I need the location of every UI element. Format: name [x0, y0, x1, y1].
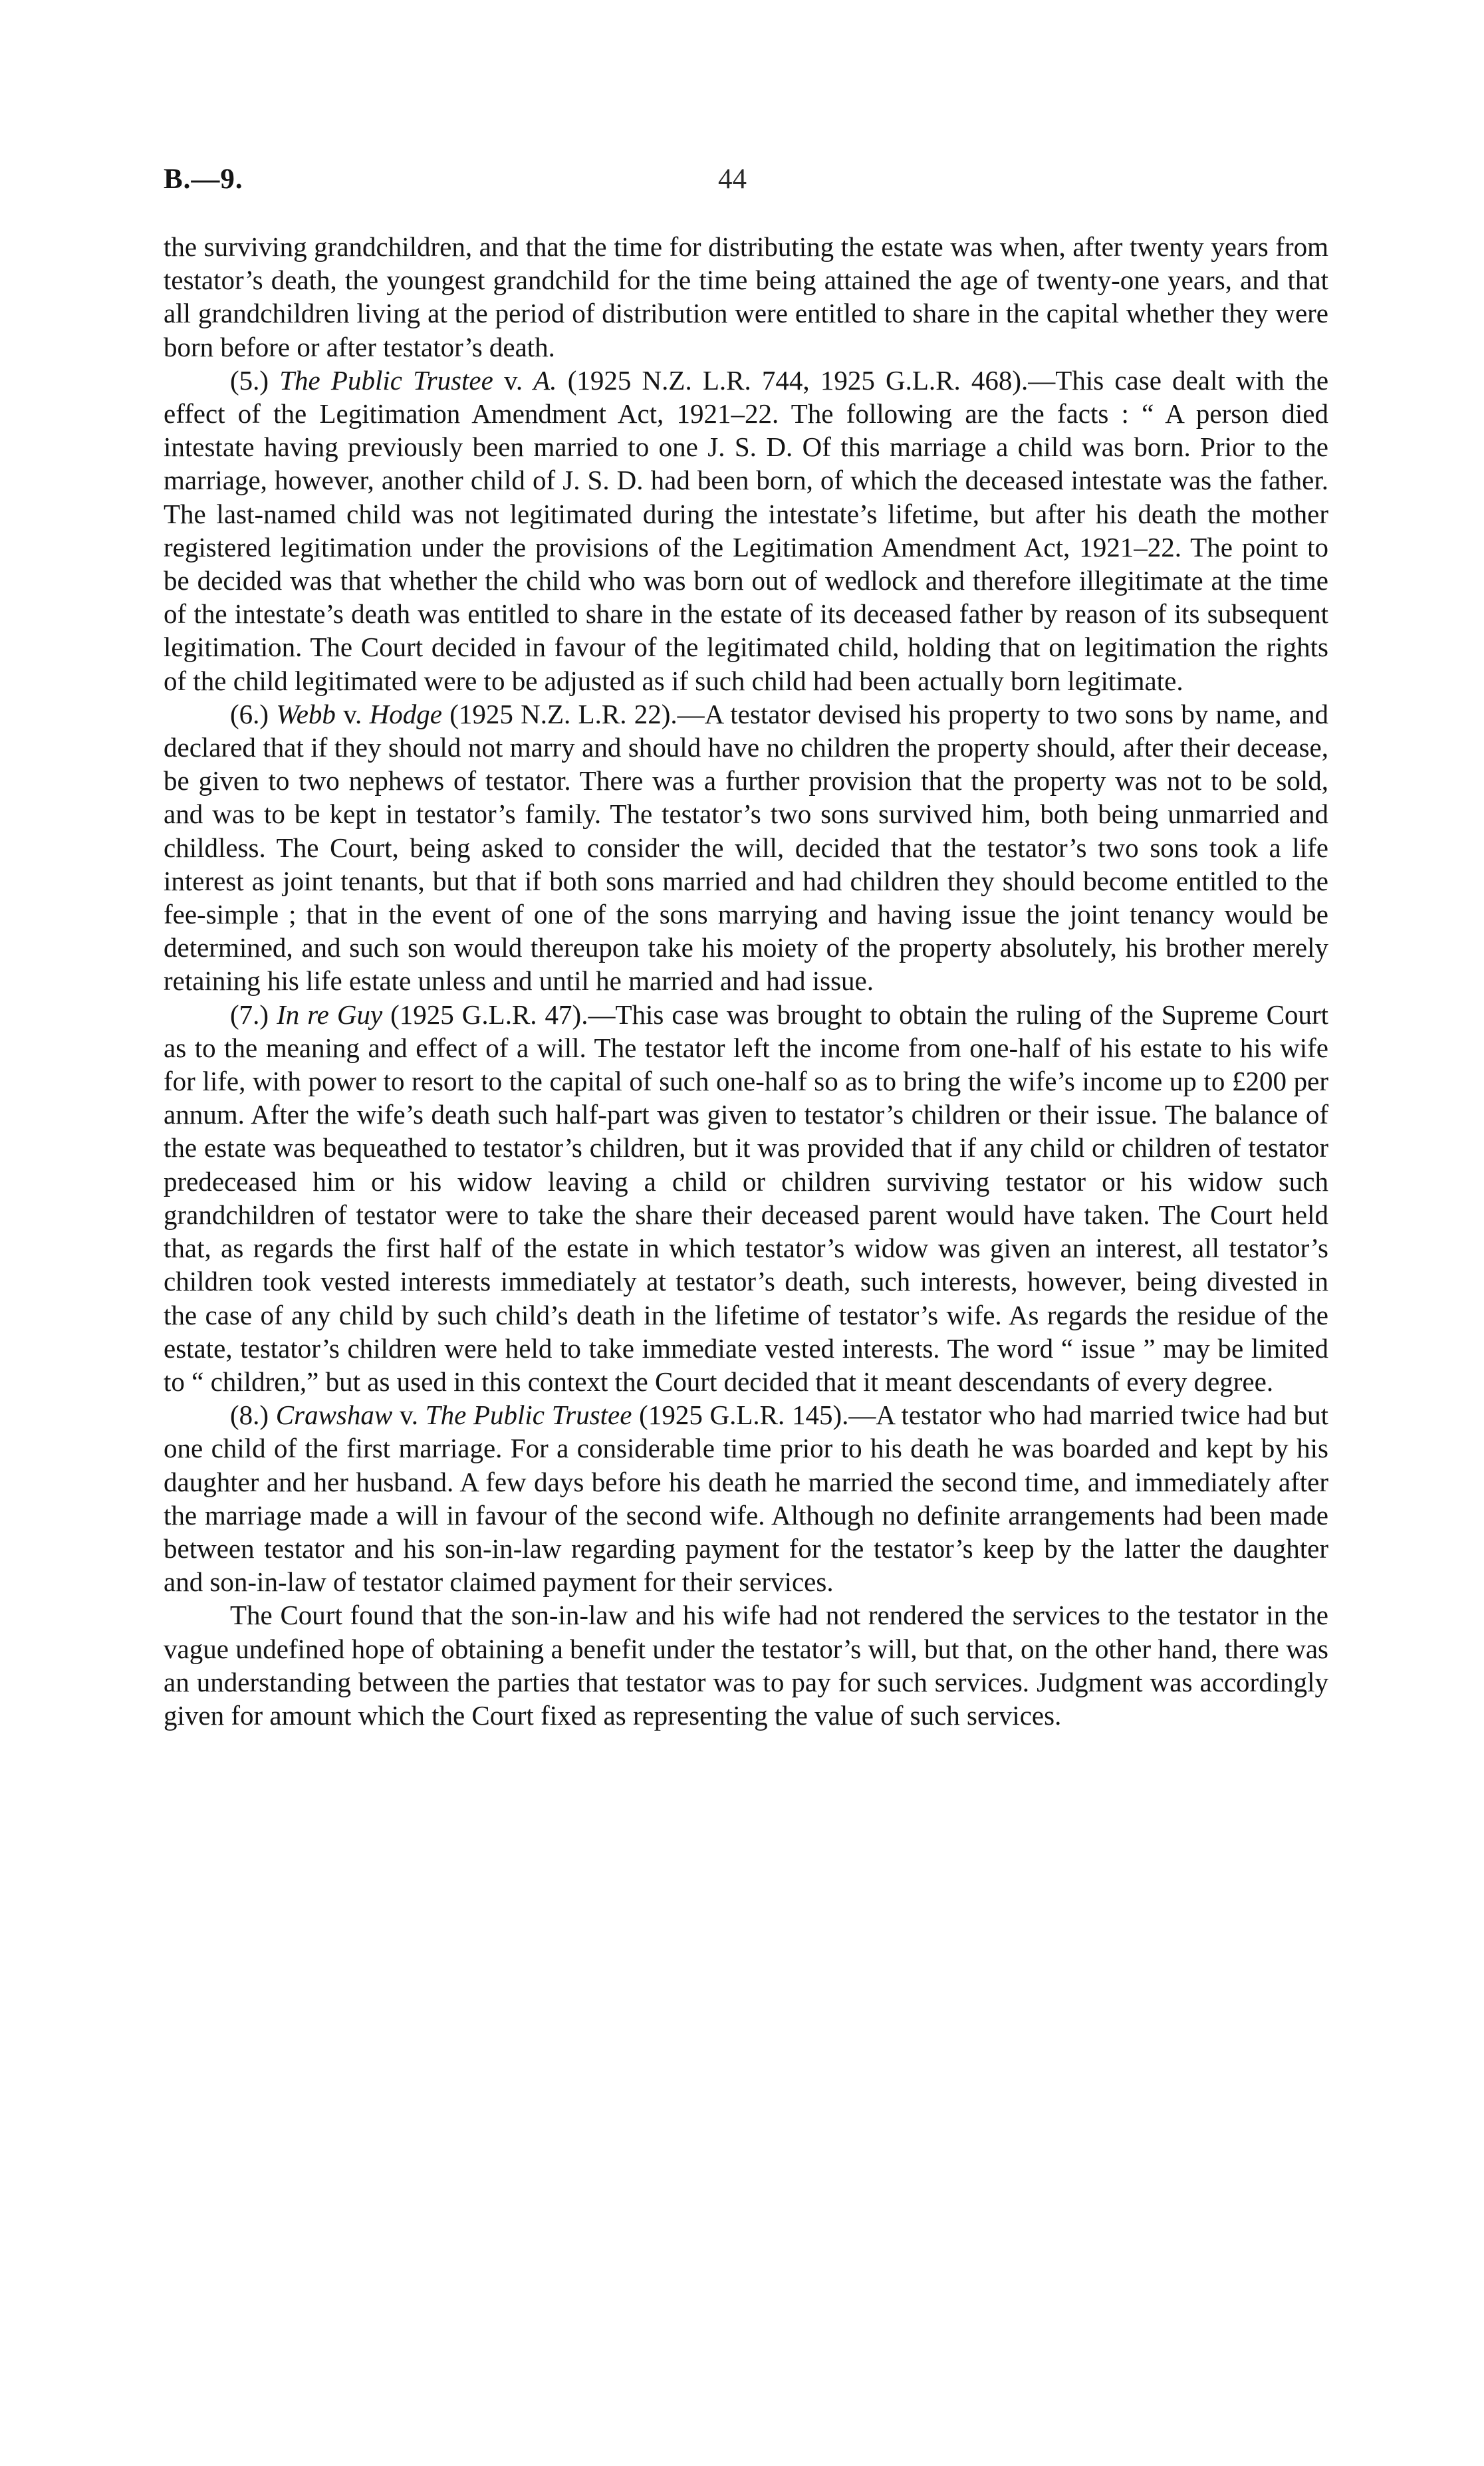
case-versus: v.	[343, 698, 362, 729]
page-header	[164, 163, 1328, 209]
case-number: (5.)	[230, 364, 269, 396]
case-party-a: Webb	[276, 698, 336, 729]
paragraph-case-7	[164, 998, 1328, 1398]
case-number: (8.)	[230, 1400, 269, 1431]
paragraph-text: the surviving grandchildren, and that the time for distributing the estate was when, after twenty years from testator’s death, the youngest grandchild for the time being attained the age of twenty-one years, and that all grandchildren living at the period of distribution were entitled to share in the capital whether they were born before or after testator’s death.	[164, 231, 1328, 362]
case-citation: (1925 N.Z. L.R. 744, 1925 G.L.R. 468).—	[567, 364, 1056, 396]
document-reference: B.—9.	[164, 164, 243, 195]
case-party-b: The Public Trustee	[425, 1400, 632, 1431]
paragraph-case-6	[164, 697, 1328, 998]
paragraph-text: This case was brought to obtain the ruling of the Supreme Court as to the meaning and effect of a will. The testator left the income from one-half of his estate to his wife for life, with power to resort to the capital of such one-half so as to bring the wife’s income up to £200 per annum. After the wife’s death such half-part was given to testator’s children or their issue. The balance of the estate was bequeathed to testator’s children, but it was provided that if any child or children of testator predeceased him or his widow leaving a child or children surviving testator or his widow such grandchildren of testator were to take the share their deceased parent would have taken. The Court held that, as regards the first half of the estate in which testator’s widow was given an interest, all testator’s children took vested interests immediately at testator’s death, such interests, however, being divested in the case of any child by such child’s death in the lifetime of testator’s wife. As regards the residue of the estate, testator’s children were held to take immediate vested interests. The word “ issue ” may be limited to “ children,” but as used in this context the Court decided that it meant descendants of every degree.	[164, 999, 1328, 1397]
paragraph-text: A testator who had married twice had but one child of the first marriage. For a considerable time prior to his death he was boarded and kept by his daughter and her husband. A few days before his death he married the second time, and immediately after the marriage made a will in favour of the second wife. Although no definite arrangements had been made between testator and his son-in-law regarding payment for the testator’s keep by the latter the daughter and son-in-law of testator claimed payment for their services.	[164, 1400, 1329, 1598]
paragraph-case-5	[164, 364, 1328, 697]
body-text	[164, 230, 1328, 1732]
case-party-b: Hodge	[369, 698, 442, 729]
page-number: 44	[718, 164, 747, 195]
case-party-a: Crawshaw	[275, 1400, 393, 1431]
case-citation: (1925 G.L.R. 47).—	[390, 999, 616, 1030]
paragraph-case-8	[164, 1398, 1328, 1598]
paragraph-court-finding	[164, 1598, 1328, 1732]
case-party-b: A.	[533, 364, 557, 396]
paragraph-text: A testator devised his property to two sons by name, and declared that if they should not marry and should have no children the property should, after their decease, be given to two nephews of testator. There was a further provision that the property was not to be sold, and was to be kept in testator’s family. The testator’s two sons survived him, both being unmarried and childless. The Court, being asked to consider the will, decided that the testator’s two sons took a life interest as joint tenants, but that if both sons married and had children they should become entitled to the fee-simple ; that in the event of one of the sons marrying and having issue the joint tenancy would be determined, and such son would thereupon take his moiety of the property absolutely, his brother merely retaining his life estate unless and until he married and had issue.	[164, 698, 1328, 997]
case-citation: (1925 N.Z. L.R. 22).—	[449, 698, 705, 729]
paragraph-continuation	[164, 230, 1328, 364]
case-citation: (1925 G.L.R. 145).—	[639, 1400, 876, 1431]
paragraph-text: This case dealt with the effect of the Legitimation Amendment Act, 1921–22. The following are the facts : “ A person died intestate having previously been married to one J. S. D. Of this marriage a child was born. Prior to the marriage, however, another child of J. S. D. had been born, of which the deceased intestate was the father. The last-named child was not legitimated during the intestate’s lifetime, but after his death the mother registered legitimation under the provisions of the Legitimation Amendment Act, 1921–22. The point to be decided was that whether the child who was born out of wedlock and therefore illegitimate at the time of the intestate’s death was entitled to share in the estate of its deceased father by reason of its subsequent legitimation. The Court decided in favour of the legitimated child, holding that on legitimation the rights of the child legitimated were to be adjusted as if such child had been actually born legitimate.	[164, 364, 1329, 696]
case-party-a: The Public Trustee	[279, 364, 493, 396]
case-number: (7.)	[230, 999, 269, 1030]
case-number: (6.)	[230, 698, 269, 729]
paragraph-text: The Court found that the son-in-law and his wife had not rendered the services to the testator in the vague undefined hope of obtaining a benefit under the testator’s will, but that, on the other hand, there was an understanding between the parties that testator was to pay for such services. Judgment was accordingly given for amount which the Court fixed as representing the value of such services.	[164, 1600, 1328, 1731]
case-versus: v.	[399, 1400, 419, 1431]
case-versus: v.	[504, 364, 523, 396]
case-name: In re Guy	[277, 999, 383, 1030]
